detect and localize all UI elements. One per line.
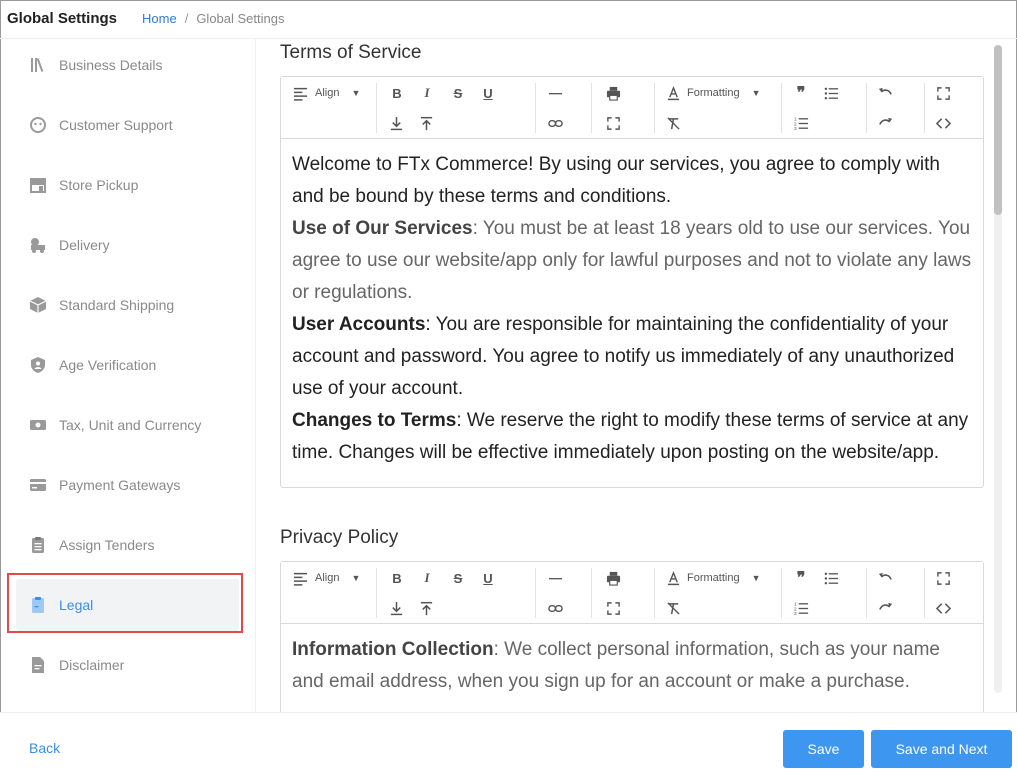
terms-paragraph <box>292 405 972 469</box>
sidebar-item-age-verification[interactable] <box>16 339 239 391</box>
terms-paragraph <box>292 213 972 309</box>
clear-formatting-button[interactable] <box>665 599 681 617</box>
superscript-button[interactable] <box>418 114 434 132</box>
legal-content-panel <box>257 39 1017 712</box>
terms-heading: Changes to Terms <box>292 410 457 431</box>
bold-button[interactable] <box>389 569 405 587</box>
svg-text:2: 2 <box>793 605 797 611</box>
select-all-button[interactable] <box>605 599 621 617</box>
sidebar-item-assign-tenders[interactable] <box>16 519 239 571</box>
horizontal-rule-button[interactable] <box>547 569 563 587</box>
fullscreen-button[interactable] <box>935 569 951 587</box>
clipboard-list-icon <box>29 536 47 554</box>
privacy-text: : We collect personal information, such as your name and email address, when you sign up for an account or make a purchase. <box>292 639 940 692</box>
quote-icon: ❞ <box>796 85 806 102</box>
bold-button[interactable] <box>389 84 405 102</box>
privacy-section-title: Privacy Policy <box>280 527 399 548</box>
redo-button[interactable] <box>877 114 893 132</box>
fullscreen-icon <box>936 86 951 101</box>
code-icon <box>936 116 951 131</box>
toolbar-divider <box>591 83 592 133</box>
shield-user-icon <box>29 356 47 374</box>
text-color-icon <box>666 86 681 101</box>
text-color-icon <box>666 571 681 586</box>
numbered-list-button[interactable] <box>793 599 809 617</box>
svg-text:3: 3 <box>793 125 797 131</box>
sidebar-item-business-details[interactable] <box>16 39 239 91</box>
sidebar-item-customer-support[interactable] <box>16 99 239 151</box>
terms-section-title: Terms of Service <box>280 42 422 63</box>
horizontal-rule-icon <box>548 571 563 586</box>
sidebar-item-label: Tax, Unit and Currency <box>59 417 202 433</box>
sidebar-item-payment-gateways[interactable] <box>16 459 239 511</box>
terms-text: : You are responsible for maintaining the confidentiality of your account and password. You agree to notify us immediately of any unauthorized use of your account. <box>292 314 955 399</box>
redo-icon <box>878 601 893 616</box>
bullet-list-button[interactable] <box>823 569 839 587</box>
content-scrollbar-thumb[interactable] <box>994 45 1002 215</box>
breadcrumb <box>142 11 284 26</box>
sidebar-item-disclaimer[interactable] <box>16 639 239 691</box>
sidebar-item-label: Disclaimer <box>59 657 125 673</box>
quote-icon: ❞ <box>796 570 806 587</box>
toolbar-divider <box>924 568 925 618</box>
select-all-icon <box>606 116 621 131</box>
save-and-next-button[interactable]: Save and Next <box>871 730 1012 768</box>
align-dropdown[interactable] <box>293 84 360 102</box>
superscript-icon <box>419 116 434 131</box>
top-bar <box>0 0 1017 39</box>
clear-formatting-button[interactable] <box>665 114 681 132</box>
package-icon <box>29 296 47 314</box>
formatting-label: Formatting <box>687 572 740 584</box>
select-all-button[interactable] <box>605 114 621 132</box>
caret-down-icon: ▼ <box>751 573 761 583</box>
italic-button[interactable] <box>419 84 435 102</box>
italic-button[interactable] <box>419 569 435 587</box>
horizontal-rule-icon <box>548 86 563 101</box>
print-button[interactable] <box>605 569 621 587</box>
strikethrough-icon: S <box>453 570 463 586</box>
bullet-list-icon <box>824 571 839 586</box>
books-icon <box>29 56 47 74</box>
italic-icon: I <box>424 570 430 585</box>
align-label: Align <box>315 572 340 584</box>
source-code-button[interactable] <box>935 599 951 617</box>
underline-button[interactable] <box>480 84 496 102</box>
terms-paragraph <box>292 309 972 405</box>
print-icon <box>606 86 621 101</box>
superscript-icon <box>419 601 434 616</box>
fullscreen-icon <box>936 571 951 586</box>
sidebar-item-label: Delivery <box>59 237 110 253</box>
align-left-icon <box>293 86 308 101</box>
subscript-icon <box>389 116 404 131</box>
sidebar-item-store-pickup[interactable] <box>16 159 239 211</box>
footer-bar <box>0 712 1017 773</box>
sidebar-item-label: Payment Gateways <box>59 477 181 493</box>
privacy-editor[interactable] <box>280 561 984 712</box>
redo-icon <box>878 116 893 131</box>
privacy-heading: Information Collection <box>292 639 494 660</box>
underline-icon: U <box>483 570 493 586</box>
caret-down-icon: ▼ <box>751 88 761 98</box>
code-icon <box>936 601 951 616</box>
terms-intro: Welcome to FTx Commerce! By using our services, you agree to comply with and be bound by these terms and conditions. <box>292 154 940 207</box>
horizontal-rule-button[interactable] <box>547 84 563 102</box>
toolbar-divider <box>866 568 867 618</box>
sidebar-item-label: Legal <box>59 597 94 613</box>
terms-text: : You must be at least 18 years old to use our services. You agree to use our website/app only for lawful purposes and not to violate any laws or regulations. <box>292 218 972 303</box>
svg-text:1: 1 <box>793 116 797 122</box>
sidebar-item-label: Age Verification <box>59 357 157 373</box>
terms-text: : We reserve the right to modify these terms of service at any time. Changes will be effective immediately upon posting on the website/app. <box>292 410 969 463</box>
toolbar-divider <box>654 83 655 133</box>
print-icon <box>606 571 621 586</box>
caret-down-icon: ▼ <box>351 573 361 583</box>
source-code-button[interactable] <box>935 114 951 132</box>
subscript-button[interactable] <box>388 114 404 132</box>
formatting-dropdown[interactable] <box>666 84 761 102</box>
toolbar-divider <box>781 568 782 618</box>
credit-card-icon <box>29 476 47 494</box>
link-button[interactable] <box>547 114 563 132</box>
editor-toolbar <box>281 562 983 624</box>
subscript-icon <box>389 601 404 616</box>
strikethrough-button[interactable] <box>450 84 466 102</box>
svg-text:3: 3 <box>793 610 797 616</box>
privacy-paragraph <box>292 634 972 698</box>
sidebar-item-label: Customer Support <box>59 117 173 133</box>
select-all-icon <box>606 601 621 616</box>
sidebar-item-delivery[interactable] <box>16 219 239 271</box>
sidebar-item-standard-shipping[interactable] <box>16 279 239 331</box>
superscript-button[interactable] <box>418 599 434 617</box>
subscript-button[interactable] <box>388 599 404 617</box>
breadcrumb-home-link[interactable]: Home <box>142 11 177 26</box>
clear-formatting-icon <box>666 601 681 616</box>
save-button[interactable]: Save <box>783 730 864 768</box>
active-item-highlight <box>7 573 243 633</box>
redo-button[interactable] <box>877 599 893 617</box>
terms-heading: User Accounts <box>292 314 426 335</box>
strikethrough-icon: S <box>453 85 463 101</box>
toolbar-divider <box>535 568 536 618</box>
toolbar-divider <box>866 83 867 133</box>
print-button[interactable] <box>605 84 621 102</box>
undo-button[interactable] <box>877 84 893 102</box>
toolbar-divider <box>654 568 655 618</box>
formatting-dropdown[interactable] <box>666 569 761 587</box>
underline-icon: U <box>483 85 493 101</box>
sidebar-item-label: Business Details <box>59 57 163 73</box>
delivery-truck-icon <box>29 236 47 254</box>
undo-icon <box>878 86 893 101</box>
sidebar-item-label: Store Pickup <box>59 177 139 193</box>
undo-icon <box>878 571 893 586</box>
back-link[interactable]: Back <box>29 740 61 756</box>
page-title: Global Settings <box>7 10 118 27</box>
privacy-editor-content[interactable] <box>281 624 983 712</box>
toolbar-divider <box>376 83 377 133</box>
sidebar-item-tax-unit-currency[interactable] <box>16 399 239 451</box>
cash-icon <box>29 416 47 434</box>
underline-button[interactable] <box>480 569 496 587</box>
breadcrumb-separator: / <box>184 11 189 26</box>
link-button[interactable] <box>547 599 563 617</box>
bullet-list-icon <box>824 86 839 101</box>
clear-formatting-icon <box>666 116 681 131</box>
align-label: Align <box>315 87 340 99</box>
toolbar-divider <box>924 83 925 133</box>
toolbar-divider <box>591 568 592 618</box>
numbered-list-icon <box>794 601 809 616</box>
support-agent-icon <box>29 116 47 134</box>
editor-toolbar <box>281 77 983 139</box>
svg-text:1: 1 <box>793 601 797 607</box>
bullet-list-button[interactable] <box>823 84 839 102</box>
terms-editor[interactable] <box>280 76 984 488</box>
link-icon <box>548 116 563 131</box>
blockquote-button[interactable] <box>793 84 809 102</box>
italic-icon: I <box>424 85 430 100</box>
terms-editor-content[interactable] <box>281 139 983 487</box>
caret-down-icon: ▼ <box>351 88 361 98</box>
sidebar-item-label: Standard Shipping <box>59 297 175 313</box>
store-icon <box>29 176 47 194</box>
sidebar-item-label: Assign Tenders <box>59 537 155 553</box>
blockquote-button[interactable] <box>793 569 809 587</box>
document-icon <box>29 656 47 674</box>
strikethrough-button[interactable] <box>450 569 466 587</box>
formatting-label: Formatting <box>687 87 740 99</box>
align-left-icon <box>293 571 308 586</box>
toolbar-divider <box>535 83 536 133</box>
numbered-list-icon <box>794 116 809 131</box>
bold-icon: B <box>392 85 402 101</box>
undo-button[interactable] <box>877 569 893 587</box>
link-icon <box>548 601 563 616</box>
toolbar-divider <box>781 83 782 133</box>
bold-icon: B <box>392 570 402 586</box>
svg-text:2: 2 <box>793 120 797 126</box>
terms-heading: Use of Our Services <box>292 218 473 239</box>
breadcrumb-current: Global Settings <box>196 11 285 26</box>
numbered-list-button[interactable] <box>793 114 809 132</box>
toolbar-divider <box>376 568 377 618</box>
align-dropdown[interactable] <box>293 569 360 587</box>
fullscreen-button[interactable] <box>935 84 951 102</box>
